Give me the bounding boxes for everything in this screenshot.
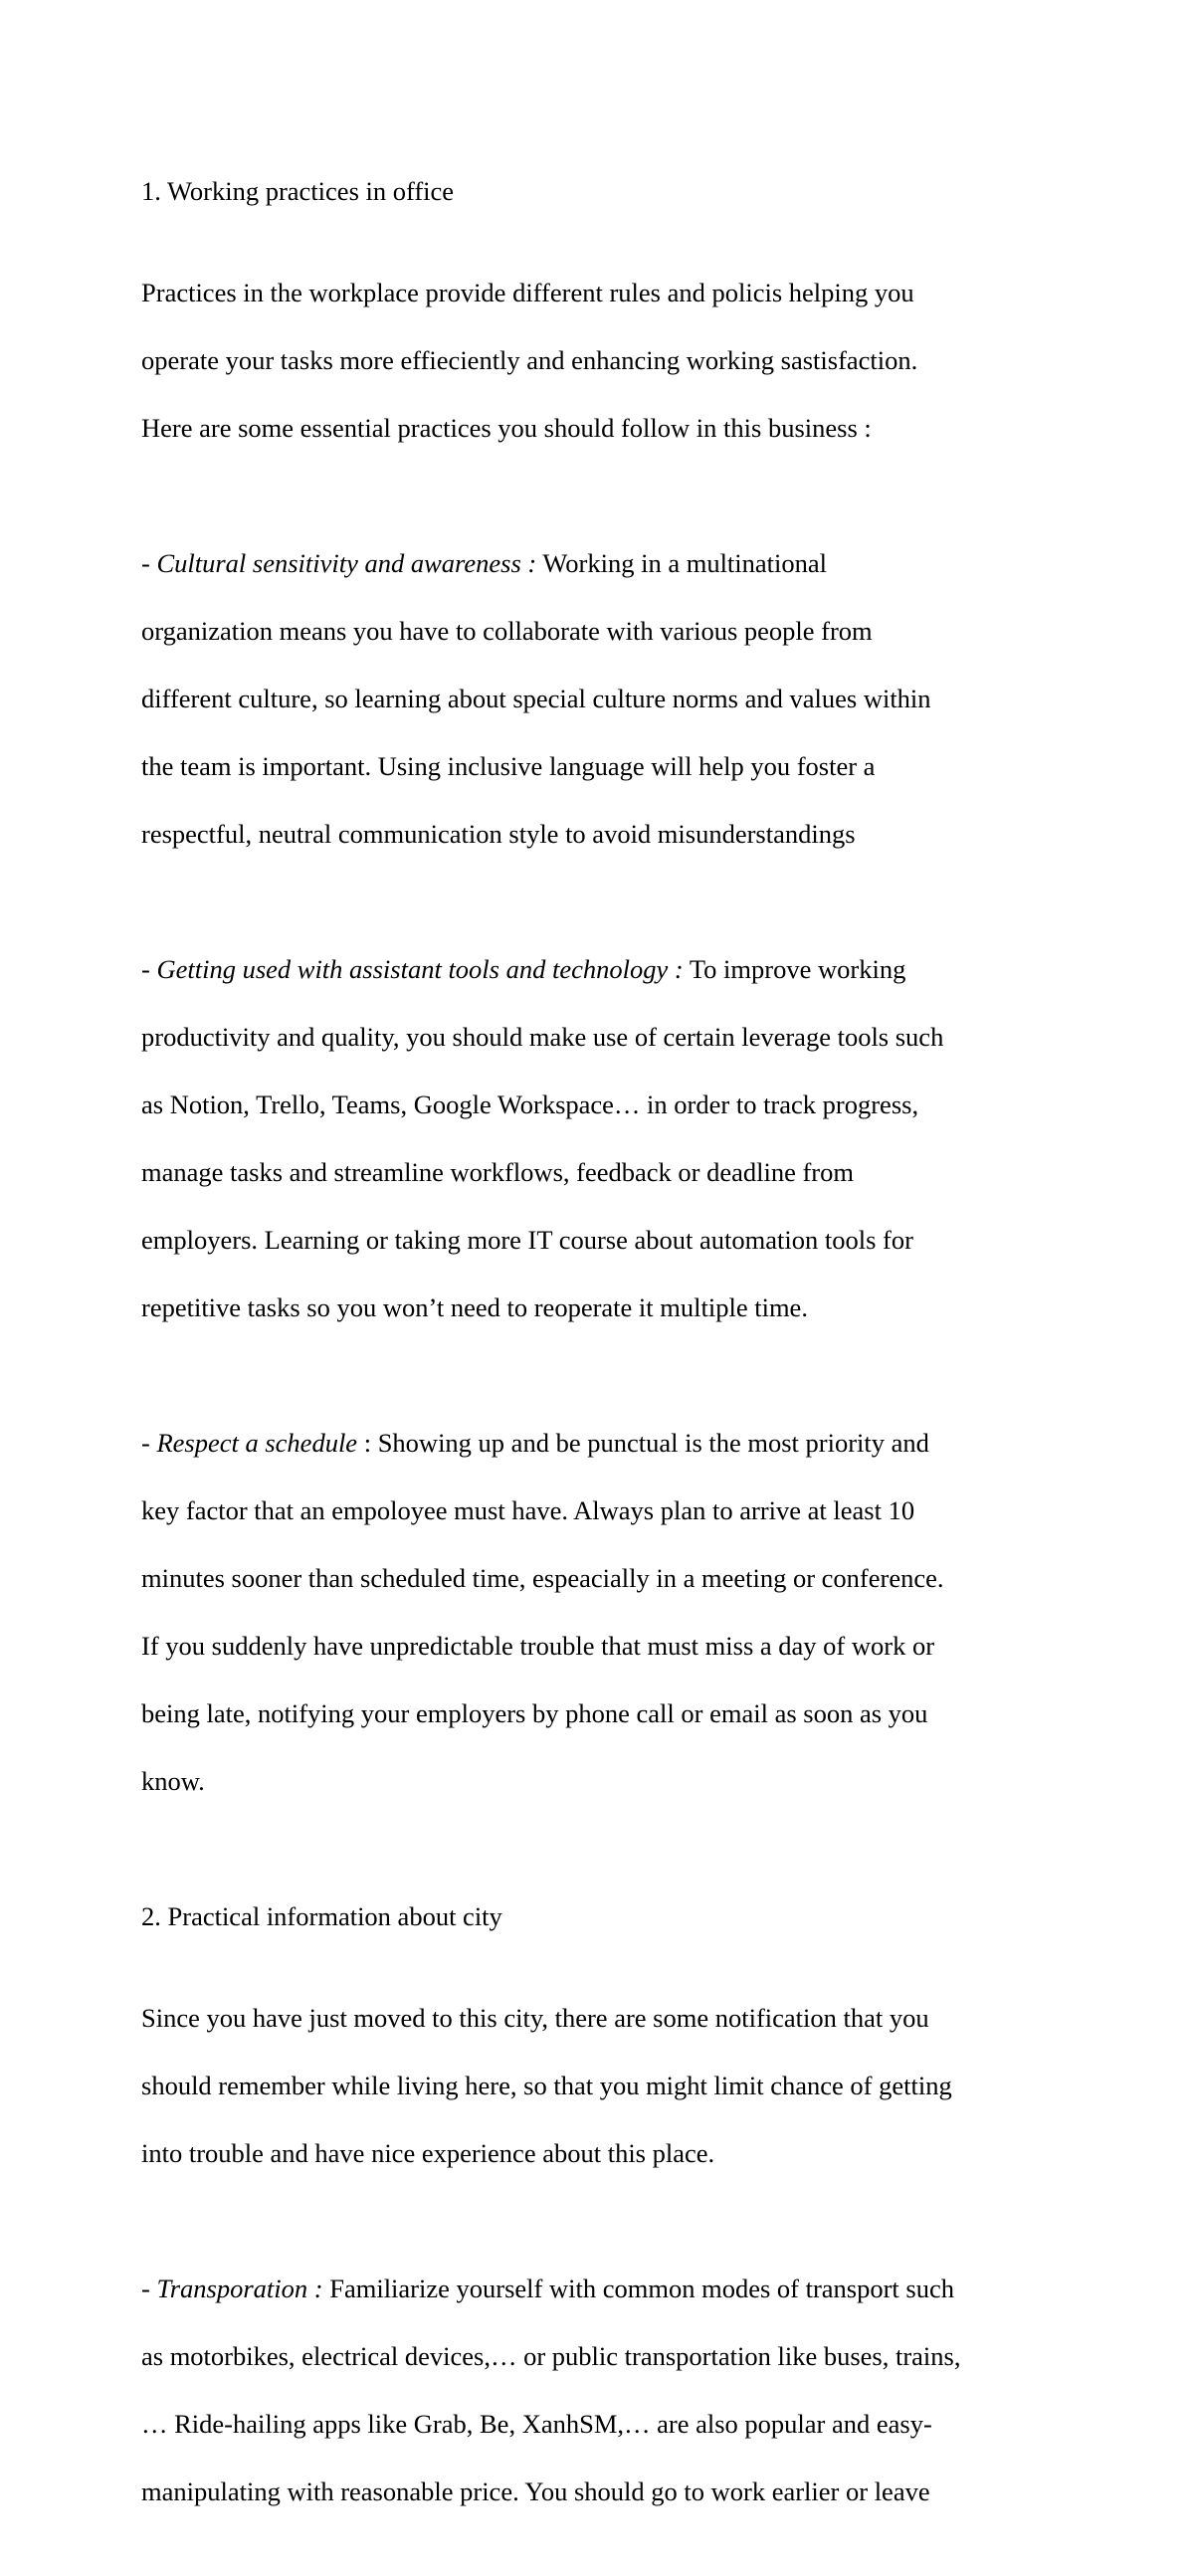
section2-intro xyxy=(141,1967,1057,2204)
bullet-line: the team is important. Using inclusive language will help you foster a xyxy=(141,751,876,781)
bullet-line: organization means you have to collaborate with various people from xyxy=(141,616,873,646)
intro-line: Since you have just moved to this city, there are some notification that you xyxy=(141,2003,929,2033)
bullet-first-line xyxy=(141,1426,1057,1460)
bullet-line: being late, notifying your employers by phone call or email as soon as you xyxy=(141,1698,928,1728)
section1-heading-text: 1. Working practices in office xyxy=(141,176,455,206)
bullet-transportation xyxy=(141,2238,1057,2542)
bullet-title: Cultural sensitivity and awareness : xyxy=(156,548,537,578)
bullet-text: To improve working xyxy=(683,954,906,984)
bullet-line: different culture, so learning about special culture norms and values within xyxy=(141,684,931,713)
bullet-first-line xyxy=(141,952,1057,986)
bullet-text: Working in a multinational xyxy=(536,548,828,578)
bullet-title: Respect a schedule xyxy=(156,1428,358,1458)
bullet-prefix: - xyxy=(141,2274,157,2303)
section1-heading xyxy=(141,140,1057,208)
bullet-cultural-sensitivity xyxy=(141,512,1057,885)
bullet-first-line xyxy=(141,546,1057,580)
bullet-text: : Showing up and be punctual is the most priority and xyxy=(357,1428,929,1458)
bullet-line: manipulating with reasonable price. You should go to work earlier or leave xyxy=(141,2477,930,2506)
intro-line: Here are some essential practices you should follow in this business : xyxy=(141,413,872,443)
bullet-title: Getting used with assistant tools and technology : xyxy=(156,954,684,984)
bullet-text: Familiarize yourself with common modes of transport such xyxy=(322,2274,954,2303)
document-page xyxy=(141,140,1057,2576)
bullet-line: minutes sooner than scheduled time, espeacially in a meeting or conference. xyxy=(141,1563,944,1593)
bullet-line: as Notion, Trello, Teams, Google Workspace… in order to track progress, xyxy=(141,1090,919,1119)
section2-heading xyxy=(141,1866,1057,1933)
intro-line: Practices in the workplace provide different rules and policis helping you xyxy=(141,278,914,307)
bullet-respect-schedule xyxy=(141,1392,1057,1832)
intro-line: operate your tasks more effieciently and enhancing working sastisfaction. xyxy=(141,345,918,375)
bullet-line: manage tasks and streamline workflows, feedback or deadline from xyxy=(141,1157,854,1187)
bullet-line: … Ride-hailing apps like Grab, Be, XanhSM,… are also popular and easy- xyxy=(141,2409,932,2439)
intro-line: into trouble and have nice experience about this place. xyxy=(141,2138,715,2168)
bullet-line: know. xyxy=(141,1766,205,1796)
intro-line: should remember while living here, so that you might limit chance of getting xyxy=(141,2071,952,2100)
bullet-prefix: - xyxy=(141,954,157,984)
bullet-line: respectful, neutral communication style to avoid misunderstandings xyxy=(141,819,856,849)
bullet-prefix: - xyxy=(141,1428,157,1458)
bullet-title: Transporation : xyxy=(156,2274,323,2303)
bullet-line: If you suddenly have unpredictable trouble that must miss a day of work or xyxy=(141,1631,935,1661)
bullet-assistant-tools xyxy=(141,918,1057,1358)
bullet-line: productivity and quality, you should make use of certain leverage tools such xyxy=(141,1022,944,1052)
bullet-line: key factor that an empoloyee must have. Always plan to arrive at least 10 xyxy=(141,1495,915,1525)
section2-heading-text: 2. Practical information about city xyxy=(141,1901,502,1931)
bullet-line: repetitive tasks so you won’t need to reoperate it multiple time. xyxy=(141,1292,808,1322)
section1-intro xyxy=(141,242,1057,479)
bullet-line: employers. Learning or taking more IT course about automation tools for xyxy=(141,1225,913,1255)
bullet-first-line xyxy=(141,2272,1057,2305)
bullet-prefix: - xyxy=(141,548,157,578)
bullet-line: as motorbikes, electrical devices,… or public transportation like buses, trains, xyxy=(141,2341,961,2371)
